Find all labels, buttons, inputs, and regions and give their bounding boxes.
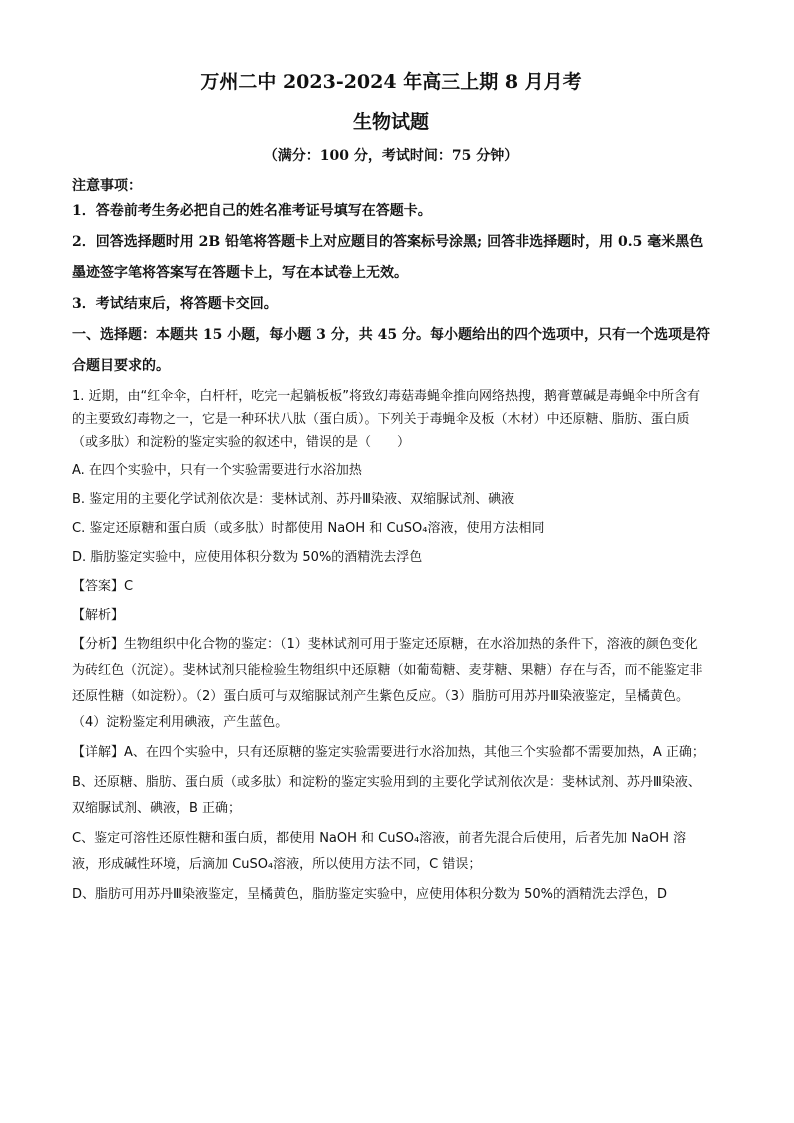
subject-title: 生物试题 [352, 111, 429, 133]
analysis-paragraph [72, 632, 710, 736]
exam-title: 万州二中 2023-2024 年高三上期 8 月月考 [200, 71, 582, 93]
answer-label: 【答案】 [72, 579, 125, 594]
exam-info: （满分：100 分，考试时间：75 分钟） [263, 148, 519, 164]
notice-heading: 注意事项： [72, 178, 142, 194]
notice-item-1: 1．答卷前考生务必把自己的姓名准考证号填写在答题卡。 [72, 203, 432, 219]
answer-value: C [124, 579, 134, 594]
question-1-option-b: B. 鉴定用的主要化学试剂依次是：斐林试剂、苏丹Ⅲ染液、双缩脲试剂、碘液 [72, 492, 515, 507]
analysis-label: 【解析】 [72, 608, 125, 623]
detail-paragraph-c: C、鉴定可溶性还原性糖和蛋白质，都使用 NaOH 和 CuSO₄溶液，前者先混合后使用，后者先加 NaOH 溶液，形成碱性环境，后滴加 CuSO₄溶液，所以使用方法不同，C 错误； [72, 831, 687, 872]
fenxi-text: 生物组织中化合物的鉴定：（1）斐林试剂可用于鉴定还原糖，在水浴加热的条件下，溶液的颜色变化为砖红色（沉淀）。斐林试剂只能检验生物组织中还原糖（如葡萄糖、麦芽糖、果糖）存在与否，而不能鉴定非还原性糖（如淀粉）。（2）蛋白质可与双缩脲试剂产生紫色反应。（3）脂肪可用苏丹Ⅲ染液鉴定，呈橘黄色。（4）淀粉鉴定利用碘液，产生蓝色。 [72, 637, 703, 730]
detail-paragraph-b: B、还原糖、脂肪、蛋白质（或多肽）和淀粉的鉴定实验用到的主要化学试剂依次是：斐林试剂、苏丹Ⅲ染液、双缩脲试剂、碘液，B 正确； [72, 775, 701, 816]
question-1-stem: 1. 近期，由“红伞伞，白杆杆，吃完一起躺板板”将致幻毒菇毒蝇伞推向网络热搜，鹅膏蕈碱是毒蝇伞中所含有的主要致幻毒物之一，它是一种环状八肽（蛋白质）。下列关于毒蝇伞及板（木材）中还原糖、脂肪、蛋白质（或多肽）和淀粉的鉴定实验的叙述中，错误的是（ ） [72, 389, 701, 450]
detail-a-text: A、在四个实验中，只有还原糖的鉴定实验需要进行水浴加热，其他三个实验都不需要加热，A 正确； [124, 745, 705, 760]
detail-paragraph-a [72, 740, 710, 766]
detail-label: 【详解】 [72, 745, 125, 760]
section-heading-choice: 一、选择题：本题共 15 小题，每小题 3 分，共 45 分。每小题给出的四个选项中，只有一个选项是符合题目要求的。 [72, 327, 710, 374]
question-1-option-c: C. 鉴定还原糖和蛋白质（或多肽）时都使用 NaOH 和 CuSO₄溶液，使用方法相同 [72, 521, 545, 536]
notice-item-2: 2．回答选择题时用 2B 铅笔将答题卡上对应题目的答案标号涂黑; 回答非选择题时，用 0.5 毫米黑色墨迹签字笔将答案写在答题卡上，写在本试卷上无效。 [72, 234, 704, 281]
question-1-option-d: D. 脂肪鉴定实验中，应使用体积分数为 50%的酒精洗去浮色 [72, 550, 423, 565]
detail-paragraph-d: D、脂肪可用苏丹Ⅲ染液鉴定，呈橘黄色，脂肪鉴定实验中，应使用体积分数为 50%的酒精洗去浮色，D [72, 887, 668, 902]
notice-item-3: 3．考试结束后，将答题卡交回。 [72, 296, 278, 312]
answer-line [72, 575, 710, 599]
fenxi-label: 【分析】 [72, 637, 125, 652]
question-1-option-a: A. 在四个实验中，只有一个实验需要进行水浴加热 [72, 463, 362, 478]
